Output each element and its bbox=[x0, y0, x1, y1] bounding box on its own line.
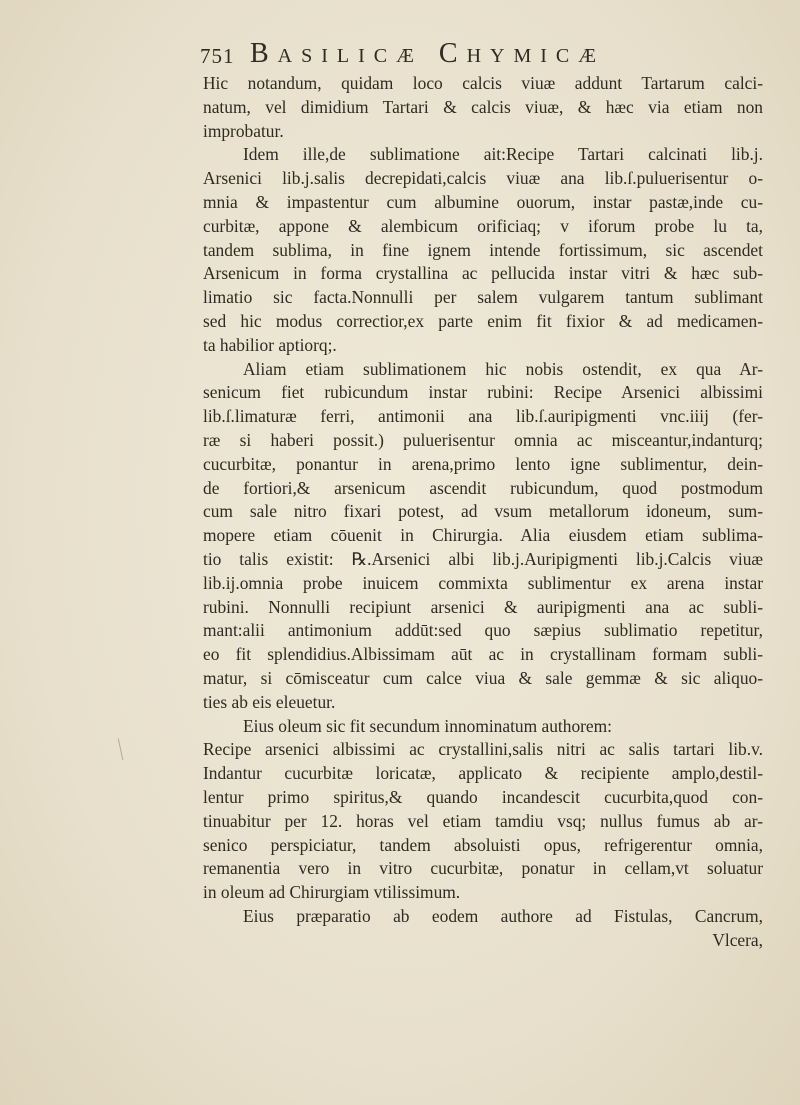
text-line: Arsenici lib.j.salis decrepidati,calcis viuæ ana lib.ſ.puluerisentur o- bbox=[203, 168, 763, 189]
text-line: mnia & impastentur cum albumine ouorum, instar pastæ,inde cu- bbox=[203, 191, 763, 212]
text-line: Eius oleum sic fit secundum innominatum authorem: bbox=[243, 715, 613, 736]
text-line: Recipe arsenici albissimi ac crystallini,salis nitri ac salis tartari lib.v. bbox=[203, 739, 763, 760]
text-line: cum sale nitro fixari potest, ad vsum metallorum idoneum, sum- bbox=[203, 501, 763, 522]
text-line: de fortiori,& arsenicum ascendit rubicundum, quod postmodum bbox=[203, 477, 763, 498]
running-head: Basilicæ Chymicæ bbox=[250, 38, 606, 69]
text-line: sed hic modus correctior,ex parte enim fit fixior & ad medicamen- bbox=[203, 310, 763, 331]
text-line: in oleum ad Chirurgiam vtilissimum. bbox=[203, 882, 461, 903]
text-line: lib.ij.omnia probe inuicem commixta sublimentur ex arena instar bbox=[203, 572, 763, 593]
text-line: cucurbitæ, ponantur in arena,primo lento igne sublimentur, dein- bbox=[203, 453, 763, 474]
text-line: Eius præparatio ab eodem authore ad Fistulas, Cancrum, bbox=[243, 905, 763, 926]
text-line: ræ si haberi possit.) puluerisentur omnia ac misceantur,indanturq; bbox=[203, 429, 763, 450]
text-line: matur, si cōmisceatur cum calce viua & sale gemmæ & sic aliquo- bbox=[203, 667, 763, 688]
text-line: eo fit splendidius.Albissimam aūt ac in crystallinam formam subli- bbox=[203, 644, 763, 665]
text-line: Indantur cucurbitæ loricatæ, applicato & recipiente amplo,destil- bbox=[203, 763, 763, 784]
text-line: ties ab eis eleuetur. bbox=[203, 691, 336, 712]
text-line: tandem sublima, in fine ignem intende fortissimum, sic ascendet bbox=[203, 239, 763, 260]
text-line: rubini. Nonnulli recipiunt arsenici & auripigmenti ana ac subli- bbox=[203, 596, 763, 617]
text-line: improbatur. bbox=[203, 120, 284, 141]
text-line: Aliam etiam sublimationem hic nobis ostendit, ex qua Ar- bbox=[243, 358, 763, 379]
text-line: Hic notandum, quidam loco calcis viuæ addunt Tartarum calci- bbox=[203, 73, 763, 93]
margin-mark bbox=[118, 738, 126, 760]
text-line: Arsenicum in forma crystallina ac pellucida instar vitri & hæc sub- bbox=[203, 263, 763, 284]
text-line: limatio sic facta.Nonnulli per salem vulgarem tantum sublimant bbox=[203, 287, 763, 308]
page-number: 751 bbox=[200, 44, 235, 68]
text-line: mant:alii antimonium addūt:sed quo sæpius sublimatio repetitur, bbox=[203, 620, 763, 641]
text-line: lib.ſ.limaturæ ferri, antimonii ana lib.ſ.auripigmenti vnc.iiij (fer- bbox=[203, 406, 763, 427]
page-header bbox=[200, 38, 760, 72]
text-line: lentur primo spiritus,& quando incandescit cucurbita,quod con- bbox=[203, 786, 763, 807]
text-line: senicum fiet rubicundum instar rubini: Recipe Arsenici albissimi bbox=[203, 382, 763, 403]
text-line: mopere etiam cōuenit in Chirurgia. Alia eiusdem etiam sublima- bbox=[203, 525, 763, 546]
body-text bbox=[203, 72, 763, 952]
text-line: remanentia vero in vitro cucurbitæ, ponatur in cellam,vt soluatur bbox=[203, 858, 763, 879]
text-line: Idem ille,de sublimatione ait:Recipe Tartari calcinati lib.j. bbox=[243, 144, 763, 165]
text-line: senico perspiciatur, tandem absoluisti opus, refrigerentur omnia, bbox=[203, 834, 763, 855]
text-line: ta habilior aptiorq;. bbox=[203, 334, 337, 355]
catchword: Vlcera, bbox=[712, 929, 763, 950]
text-line: curbitæ, appone & alembicum orificiaq; v iforum probe lu ta, bbox=[203, 215, 763, 236]
text-line: tio talis existit: ℞.Arsenici albi lib.j.Auripigmenti lib.j.Calcis viuæ bbox=[203, 548, 763, 569]
text-line: tinuabitur per 12. horas vel etiam tamdiu vsq; nullus fumus ab ar- bbox=[203, 810, 763, 831]
text-line: natum, vel dimidium Tartari & calcis viuæ, & hæc via etiam non bbox=[203, 96, 763, 117]
